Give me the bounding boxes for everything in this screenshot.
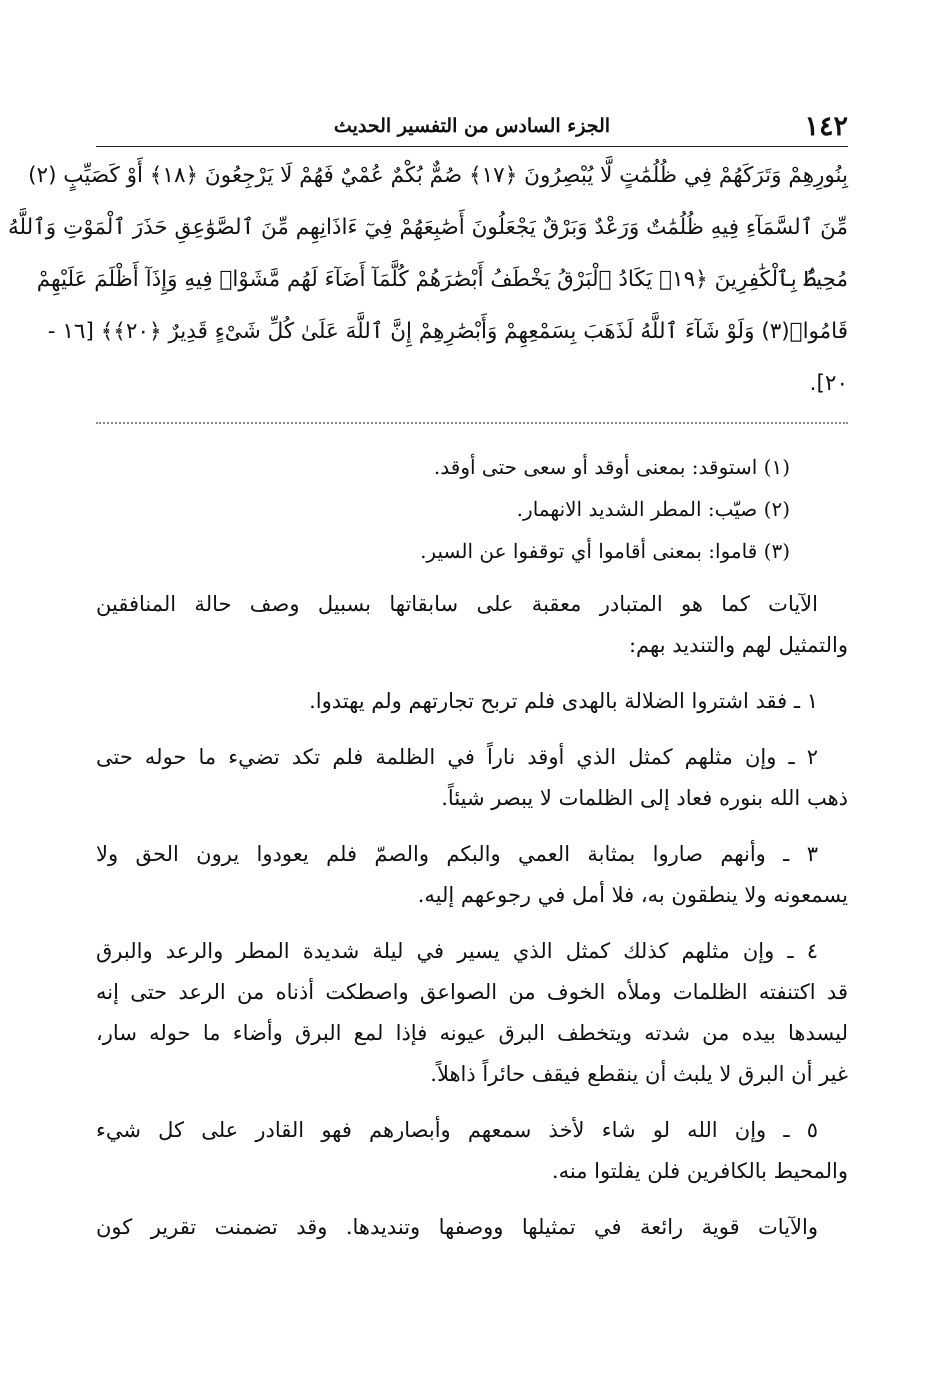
footnote: (٢) صيّب: المطر الشديد الانهمار. xyxy=(516,497,790,521)
paragraph xyxy=(96,584,848,666)
footnote: (١) استوقد: بمعنى أوقد أو سعى حتى أوقد. xyxy=(433,455,790,479)
paragraph xyxy=(96,681,848,722)
paragraph xyxy=(96,1207,848,1248)
text-line: ذهب الله بنوره فعاد إلى الظلمات لا يبصر شيئاً. xyxy=(441,786,848,810)
verse-line: قَامُوا۟(٣) وَلَوْ شَآءَ ٱللَّهُ لَذَهَبَ بِسَمْعِهِمْ وَأَبْصَٰرِهِمْ إِنَّ ٱللَّهَ عَلَىٰ كُلِّ شَىْءٍ قَدِيرٌ ﴿٢٠﴾﴾ [١٦ - xyxy=(47,319,848,344)
footnote: (٣) قاموا: بمعنى أقاموا أي توقفوا عن السير. xyxy=(420,539,790,563)
text-line: والتمثيل لهم والتنديد بهم: xyxy=(628,633,848,657)
text-line: ليسدها بيده من شدته ويتخطف البرق عيونه فإذا لمع البرق وأضاء ما حوله سار، xyxy=(96,1021,848,1045)
verse-line: بِنُورِهِمْ وَتَرَكَهُمْ فِي ظُلُمَٰتٍ لَّا يُبْصِرُونَ ﴿١٧﴾ صُمٌّ بُكْمٌ عُمْيٌ فَهُمْ لَا يَرْجِعُونَ ﴿١٨﴾ أَوْ كَصَيِّبٍ (٢) xyxy=(28,163,848,188)
text-line: ١ ـ فقد اشتروا الضلالة بالهدى فلم تربح تجارتهم ولم يهتدوا. xyxy=(309,689,818,713)
page-header xyxy=(96,110,848,147)
verse-line: مِّنَ ٱلسَّمَآءِ فِيهِ ظُلُمَٰتٌ وَرَعْدٌ وَبَرْقٌ يَجْعَلُونَ أَصَٰبِعَهُمْ فِيٓ ءَاذَانِهِم مِّنَ ٱلصَّوَٰعِقِ حَذَرَ ٱلْمَوْتِ وَٱللَّهُ xyxy=(7,215,848,240)
paragraph xyxy=(96,1110,848,1192)
text-line: ٢ ـ وإن مثلهم كمثل الذي أوقد ناراً في الظلمة فلم تكد تضيء ما حوله حتى xyxy=(96,745,818,769)
text-line: غير أن البرق لا يلبث أن ينقطع فيقف حائراً ذاهلاً. xyxy=(430,1062,848,1086)
text-line: ٤ ـ وإن مثلهم كذلك كمثل الذي يسير في ليلة شديدة المطر والرعد والبرق xyxy=(96,939,818,963)
text-line: الآيات كما هو المتبادر معقبة على سابقاتها بسبيل وصف حالة المنافقين xyxy=(96,592,818,616)
paragraph xyxy=(96,931,848,1095)
running-title: الجزء السادس من التفسير الحديث xyxy=(333,115,611,137)
paragraph xyxy=(96,737,848,819)
text-line: ٥ ـ وإن الله لو شاء لأخذ سمعهم وأبصارهم فهو القادر على كل شيء xyxy=(96,1118,818,1142)
commentary-body xyxy=(96,584,848,1263)
verse-line: مُحِيطٌۢ بِٱلْكَٰفِرِينَ ﴿١٩﴾ يَكَادُ ٱلْبَرْقُ يَخْطَفُ أَبْصَٰرَهُمْ كُلَّمَآ أَضَآءَ لَهُم مَّشَوْا۟ فِيهِ وَإِذَآ أَظْلَمَ عَلَيْهِمْ xyxy=(36,267,848,292)
text-line: والآيات قوية رائعة في تمثيلها ووصفها وتنديدها. وقد تضمنت تقرير كون xyxy=(96,1215,818,1239)
footnote-separator xyxy=(96,422,848,424)
paragraph xyxy=(96,834,848,916)
quran-verse-block xyxy=(7,150,848,410)
text-line: يسمعونه ولا ينطقون به، فلا أمل في رجوعهم إليه. xyxy=(417,883,848,907)
text-line: والمحيط بالكافرين فلن يفلتوا منه. xyxy=(551,1159,848,1183)
text-line: قد اكتنفته الظلمات وملأه الخوف من الصواعق واصطكت أذناه من الرعد حتى إنه xyxy=(96,980,848,1004)
text-line: ٣ ـ وأنهم صاروا بمثابة العمي والبكم والصمّ فلم يعودوا يرون الحق ولا xyxy=(96,842,818,866)
verse-line: ٢٠]. xyxy=(809,371,848,396)
page-number: ١٤٢ xyxy=(804,111,848,142)
footnotes xyxy=(96,446,848,572)
